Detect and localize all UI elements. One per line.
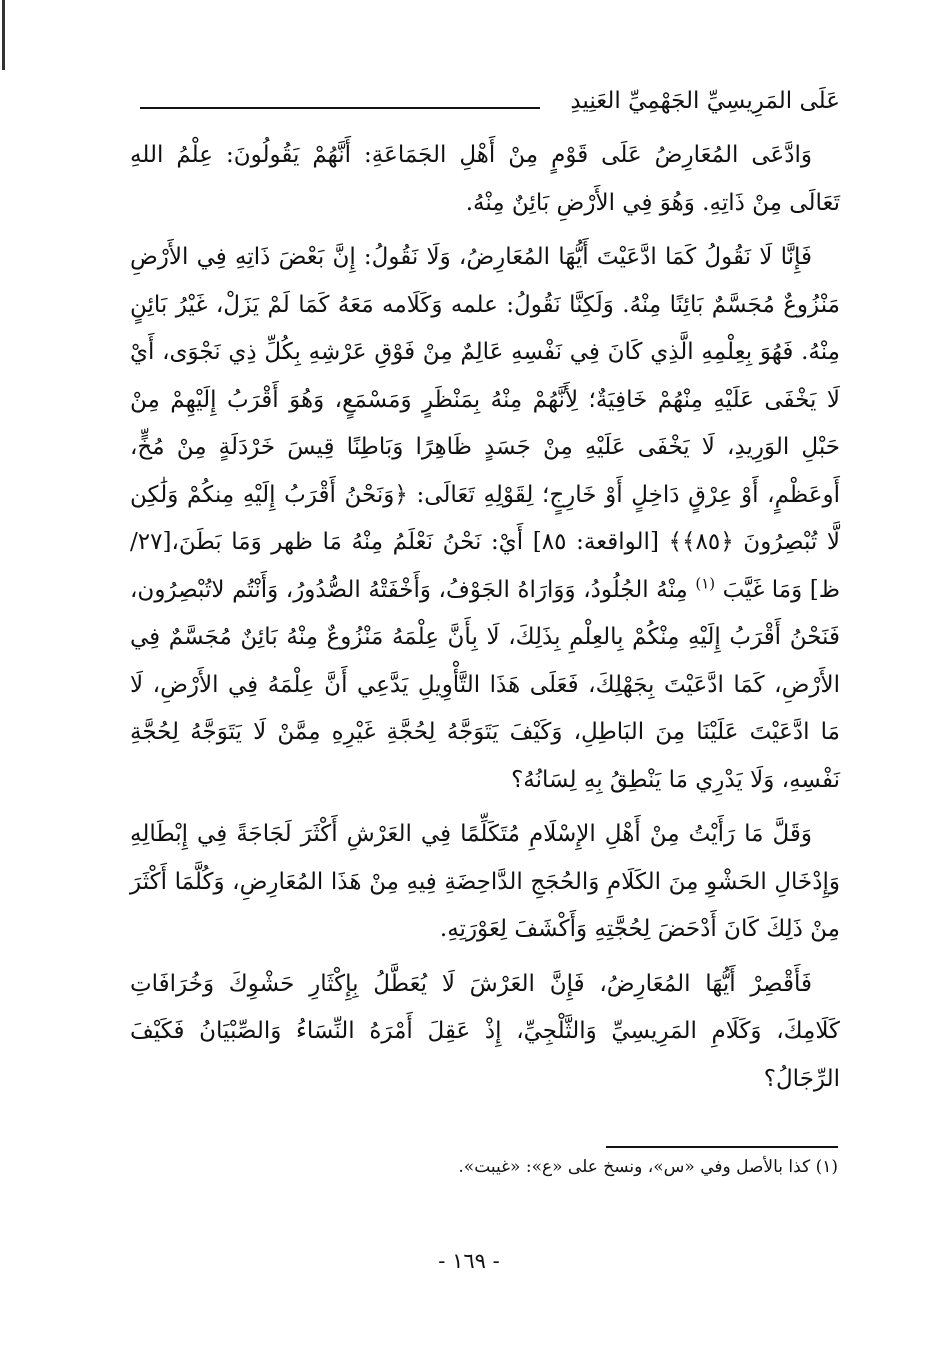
paragraph: وَادَّعَى المُعَارِضُ عَلَى قَوْمٍ مِنْ أَهْلِ الجَمَاعَةِ: أَنَّهُمْ يَقُولُونَ: عِلْمُ اللهِ تَعَالَى مِنْ ذَاتِهِ. وَهُوَ فِي الأَرْضِ بَائِنٌ مِنْهُ. [130,142,840,216]
footnote-reference: (١) [695,573,716,592]
header-rule [140,107,540,109]
page-edge-mark [2,0,5,70]
paragraph-text: فَإِنَّا لَا نَقُولُ كَمَا ادَّعَيْتَ أَيُّهَا المُعَارِضُ، وَلَا نَقُولُ: إِنَّ بَعْضَ ذَاتِهِ فِي الأَرْضِ مَنْزُوعٌ مُجَسَّمٌ بَائِنًا مِنْهُ. وَلَكِنَّا نَقُولُ: علمه وَكَلَامه مَعَهُ كَمَا لَمْ يَزَلْ، غَيْرُ بَائِنٍ مِنْهُ. فَهُوَ بِعِلْمِهِ الَّذِي كَانَ فِي نَفْسِهِ عَالِمٌ مِنْ فَوْقِ عَرْشِهِ بِكُلِّ ذِي نَجْوَى، أَيْ لَا يَخْفَى عَلَيْهِ مِنْهُمْ خَافِيَةٌ؛ لِأَنَّهُمْ مِنْهُ بِمَنْظَرٍ وَمَسْمَعٍ، وَهُوَ أَقْرَبُ إِلَيْهِمْ مِنْ حَبْلِ الوَرِيدِ، لَا يَخْفَى عَلَيْهِ مِنْ جَسَدٍ ظَاهِرًا وَبَاطِنًا قِيسَ خَرْدَلَةٍ مِنْ مُخٍّ، أَوعَظْمٍ، أَوْ عِرْقٍ دَاخِلٍ أَوْ خَارِجٍ؛ لِقَوْلِهِ تَعَالَى: ﴿وَنَحْنُ أَقْرَبُ إِلَيْهِ مِنكُمْ وَلَٰكِن لَّا تُبْصِرُونَ ﴿٨٥﴾﴾ [الواقعة: ٨٥] أَيْ: نَحْنُ نَعْلَمُ مِنْهُ مَا ظهر وَمَا بَطَنَ،[٢٧/ظ] وَمَا غَيَّبَ [130,244,841,603]
running-head: عَلَى المَرِيسِيِّ الجَهْمِيِّ العَنِيدِ [570,88,840,114]
page-number: - ١٦٩ - [438,1249,500,1273]
paragraph: فَأَقْصِرْ أَيُّهَا المُعَارِضُ، فَإِنَّ العَرْشَ لَا يُعَطَّلُ بِإِكْثَارِ حَشْوِكَ وَخُرَافَاتِ كَلَامِكَ، وَكَلَامِ المَرِيسِيِّ وَالثَّلْجِيِّ، إِذْ عَقِلَ أَمْرَهُ النِّسَاءُ وَالصِّبْيَانُ فَكَيْفَ الرِّجَالُ؟ [130,970,840,1092]
paragraph-continuation: مِنْهُ الجُلُودُ، وَوَارَاهُ الجَوْفُ، وَأَخْفَتْهُ الصُّدُورُ، وَأَنْتُم لاتُبْصِرُون، فَنَحْنُ أَقْرَبُ إِلَيْهِ مِنْكُمْ بِالعِلْمِ بِذَلِكَ، لَا بِأَنَّ عِلْمَهُ مَنْزُوعٌ مِنْهُ بَائِنٌ مُجَسَّمٌ فِي الأَرْضِ، كَمَا ادَّعَيْتَ بِجَهْلِكَ، فَعَلَى هَذَا التَّأْوِيلِ يَدَّعِي أَنَّ عِلْمَهُ فِي الأَرْضِ، لَا مَا ادَّعَيْتَ عَلَيْنَا مِنَ البَاطِلِ، وَكَيْفَ يَتَوَجَّهُ لِحُجَّةِ غَيْرِهِ مِمَّنْ لَا يَتَوَجَّهُ لِحُجَّةِ نَفْسِهِ، وَلَا يَدْرِي مَا يَنْطِقُ بِهِ لِسَانُهُ؟ [130,576,840,793]
paragraph [130,234,840,804]
footnote-rule [606,1146,838,1148]
paragraph: وَقَلَّ مَا رَأَيْتُ مِنْ أَهْلِ الإِسْلَامِ مُتَكَلِّمًا فِي العَرْشِ أَكْثَرَ لَجَاجَةً فِي إِبْطَالِهِ وَإِدْخَالِ الحَشْوِ مِنَ الكَلَامِ وَالحُجَجِ الدَّاحِضَةِ فِيهِ مِنْ هَذَا المُعَارِضِ، وَكُلَّمَا أَكْثَرَ مِنْ ذَلِكَ كَانَ أَدْحَضَ لِحُجَّتِهِ وَأَكْشَفَ لِعَوْرَتِهِ. [130,821,840,942]
main-text [130,132,840,1110]
footnote: (١) كذا بالأصل وفي «س»، ونسخ على «ع»: «غيبت». [458,1157,838,1177]
page-header [140,86,840,120]
